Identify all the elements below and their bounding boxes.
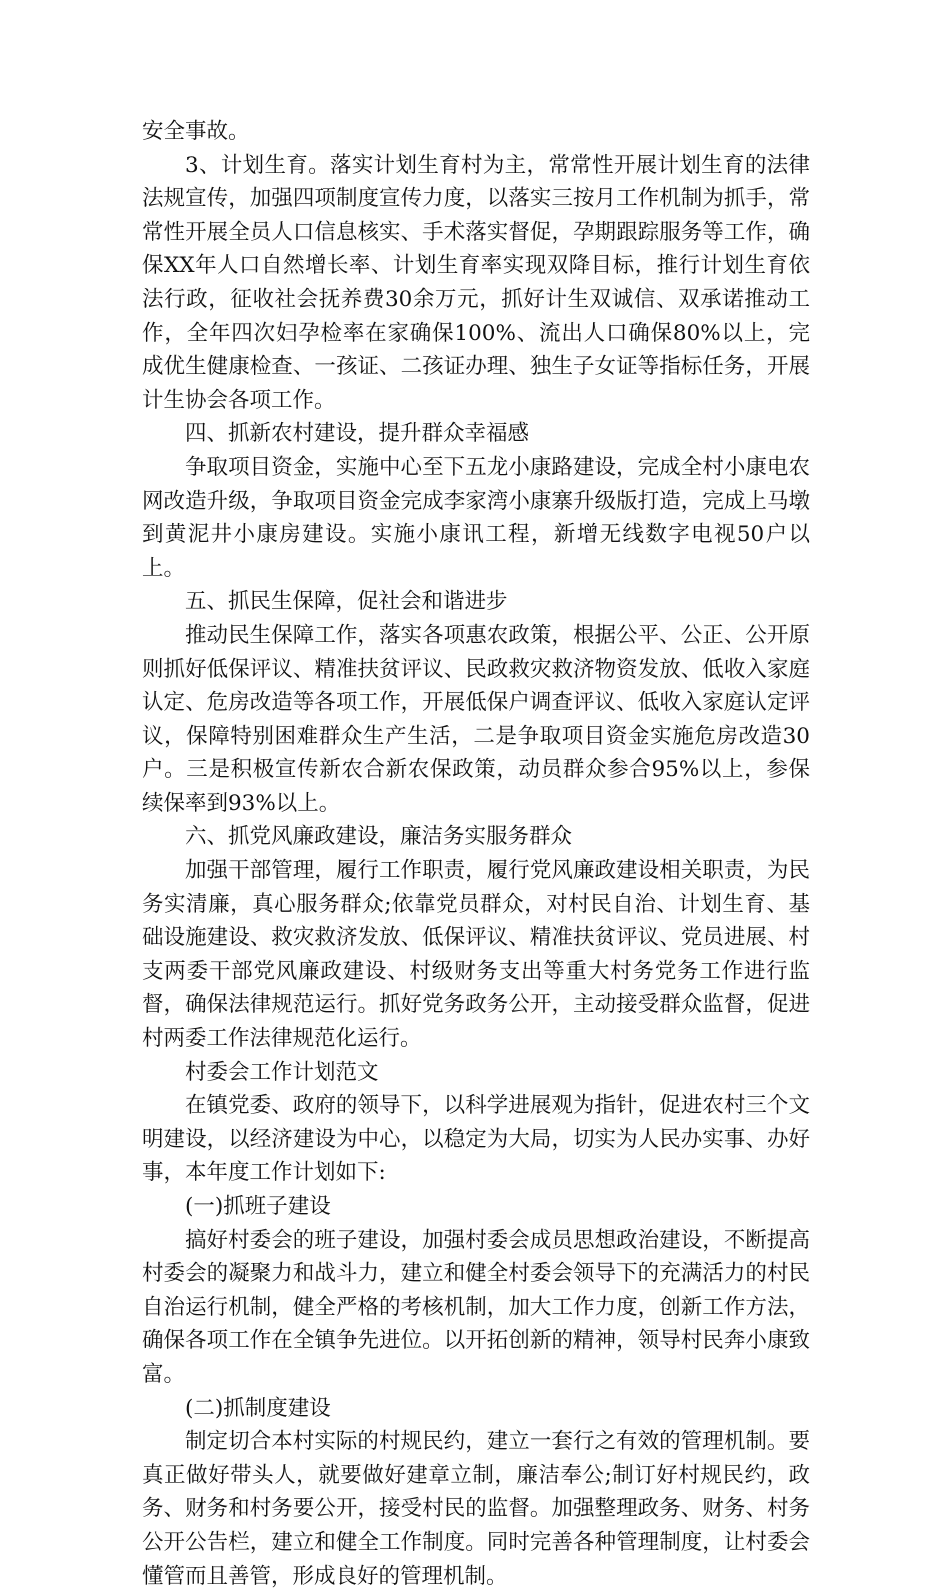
paragraph-two: 制定切合本村实际的村规民约，建立一套行之有效的管理机制。要真正做好带头人，就要做好建章立制，廉洁奉公;制订好村规民约，政务、财务和村务要公开，接受村民的监督。加强整理政务、财务、村务公开公告栏，建立和健全工作制度。同时完善各种管理制度，让村委会懂管而且善管，形成良好的管理机制。 xyxy=(142,1429,810,1589)
subsection-heading-one: (一)抓班子建设 xyxy=(185,1194,331,1219)
subsection-heading-two: (二)抓制度建设 xyxy=(185,1395,331,1421)
paragraph-one: 搞好村委会的班子建设，加强村委会成员思想政治建设，不断提高村委会的凝聚力和战斗力，建立和健全村委会领导下的充满活力的村民自治运行机制，健全严格的考核机制，加大工作力度，创新工作方法，确保各项工作在全镇争先进位。以开拓创新的精神，领导村民奔小康致富。 xyxy=(142,1227,810,1387)
section-heading-plan: 村委会工作计划范文 xyxy=(185,1059,379,1085)
paragraph-five: 推动民生保障工作，落实各项惠农政策，根据公平、公正、公开原则抓好低保评议、精准扶贫评议、民政救灾救济物资发放、低收入家庭认定、危房改造等各项工作，开展低保户调查评议、低收入家庭认定评议，保障特别困难群众生产生活，二是争取项目资金实施危房改造30户。三是积极宣传新农合新农保政策，动员群众参合95%以上，参保续保率到93%以上。 xyxy=(142,622,810,816)
document-body xyxy=(142,115,810,1593)
paragraph-intro-tail: 安全事故。 xyxy=(142,119,250,144)
section-heading-five: 五、抓民生保障，促社会和谐进步 xyxy=(185,589,508,615)
paragraph-plan: 在镇党委、政府的领导下，以科学进展观为指针，促进农村三个文明建设，以经济建设为中心，以稳定为大局，切实为人民办实事、办好事，本年度工作计划如下: xyxy=(142,1093,810,1186)
paragraph-six: 加强干部管理，履行工作职责，履行党风廉政建设相关职责，为民务实清廉，真心服务群众;依靠党员群众，对村民自治、计划生育、基础设施建设、救灾救济发放、低保评议、精准扶贫评议、党员进展、村支两委干部党风廉政建设、村级财务支出等重大村务党务工作进行监督，确保法律规范运行。抓好党务政务公开，主动接受群众监督，促进村两委工作法律规范化运行。 xyxy=(142,858,810,1052)
paragraph-four: 争取项目资金，实施中心至下五龙小康路建设，完成全村小康电农网改造升级，争取项目资金完成李家湾小康寨升级版打造，完成上马墩到黄泥井小康房建设。实施小康讯工程，新增无线数字电视50户以上。 xyxy=(142,454,810,581)
section-heading-six: 六、抓党风廉政建设，廉洁务实服务群众 xyxy=(185,824,573,850)
section-heading-four: 四、抓新农村建设，提升群众幸福感 xyxy=(185,421,530,447)
paragraph-family-planning: 3、计划生育。落实计划生育村为主，常常性开展计划生育的法律法规宣传，加强四项制度宣传力度，以落实三按月工作机制为抓手，常常性开展全员人口信息核实、手术落实督促，孕期跟踪服务等工作，确保XX年人口自然增长率、计划生育率实现双降目标，推行计划生育依法行政，征收社会抚养费30余万元，抓好计生双诚信、双承诺推动工作，全年四次妇孕检率在家确保100%、流出人口确保80%以上，完成优生健康检查、一孩证、二孩证办理、独生子女证等指标任务，开展计生协会各项工作。 xyxy=(142,152,810,413)
